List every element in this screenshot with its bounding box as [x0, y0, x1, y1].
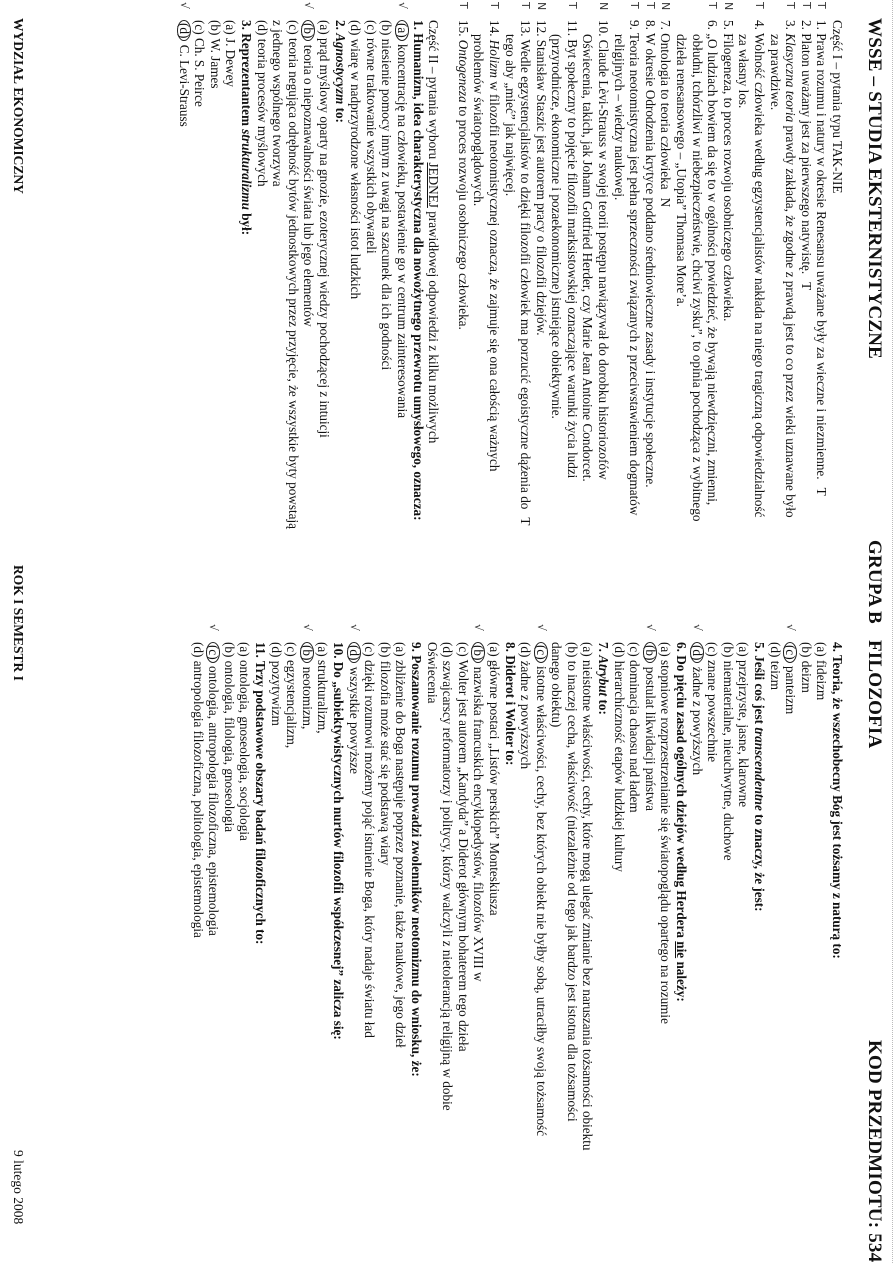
answer-option [705, 642, 721, 1252]
answer-key: (a) [317, 20, 332, 35]
mc-question [751, 642, 767, 1252]
answer-option [440, 642, 456, 1252]
mc-question [410, 20, 426, 630]
handwritten-mark: T [518, 517, 534, 526]
answer-text: niematerialne, nieuchwytne, duchowe [720, 657, 736, 861]
answer-option [486, 642, 502, 1252]
question-text: 8. Diderot i Wolter to: [502, 642, 518, 766]
tf-question [720, 2, 736, 630]
answer-key: (a) [736, 642, 752, 657]
handwritten-mark: T [814, 487, 830, 496]
answer-key: (c) [362, 642, 378, 657]
check-mark-icon: √ [302, 2, 316, 10]
answer-option [348, 20, 364, 630]
answer-text: postulat likwidacji państwa [642, 663, 658, 811]
answer-option [237, 642, 253, 1252]
answer-key: (c) [705, 642, 721, 657]
answer-key-circled: (c) [783, 642, 797, 663]
mc-question [330, 642, 346, 1252]
question-text-cont: tego aby „mieć” jak najwięcej. [502, 34, 518, 197]
question-text: 11. Trzy podstawowe obszary badań filozoficznych to: [253, 642, 269, 945]
answer-text: teoria procesów myślowych [254, 35, 270, 187]
part2-title [426, 20, 442, 630]
question-text: to znaczy, że jest: [752, 810, 768, 912]
check-mark-icon: √ [177, 2, 191, 10]
answer-option [221, 642, 237, 1252]
handwritten-mark: N [659, 2, 673, 11]
part2-title-post: prawidłowej odpowiedzi z kilku możliwych [426, 207, 442, 444]
handwritten-mark: T [456, 2, 470, 9]
handwritten-mark: T [798, 282, 814, 291]
question-emphasis: nie [674, 941, 690, 959]
handwritten-mark: T [784, 2, 798, 9]
tf-question [642, 2, 658, 630]
question-text: 11. Byt społeczny to pojęcie filozofii marksistowskiej oznaczające warunki życia ludzi [564, 20, 580, 479]
handwritten-mark: N [597, 2, 611, 11]
answer-key: (d) [767, 642, 783, 658]
question-text: był: [239, 209, 255, 236]
answer-option-selected [689, 624, 705, 1252]
answer-option [814, 642, 830, 1252]
tf-question [533, 2, 549, 630]
question-number: 6. Do pięciu zasad ogólnych dziejów według Herdera [674, 642, 690, 942]
answer-text: główne postaci „Listów perskich” Monteskiusza [486, 656, 502, 916]
check-mark-icon: √ [207, 624, 221, 632]
answer-text: J. Dewey [223, 34, 239, 88]
mc-question [408, 642, 424, 1252]
answer-text: teizm [767, 657, 783, 690]
answer-text: panteizm [783, 662, 799, 715]
question-number: 5. Jeśli coś jest [752, 642, 768, 728]
answer-key: (d) [254, 20, 270, 36]
answer-text: ontologia, gnoseologia, socjologia [237, 656, 253, 841]
answer-text: antropologia filozoficzna, politologia, epistemologia [190, 657, 206, 938]
answer-key: (c) [455, 642, 471, 657]
handwritten-mark: T [628, 2, 642, 9]
mc-question [829, 642, 845, 1252]
answer-text: nazwiska francuskich encyklopedystów, filozofów XVIII w [471, 663, 487, 982]
answer-option-selected [394, 2, 410, 630]
handwritten-mark: N [534, 2, 548, 11]
tf-question [814, 2, 830, 630]
question-text: 9. Poszanowanie rozumu prowadzi zwolenników neotomizmu do wniosku, że: [408, 642, 424, 1077]
question-text-cont: (przyrodnicze, ekonomiczne i pozaekonomiczne) istniejące obiektywnie. [549, 34, 565, 419]
tf-question [783, 2, 799, 630]
answer-text: filozofia może stać się podstawą wiary [377, 657, 393, 866]
answer-key: (b) [377, 642, 393, 658]
question-text: 7. Ontologia to teoria człowieka [658, 20, 674, 190]
answer-text: koncentrację na człowieku, postawienie go w centrum zainteresowania [394, 40, 410, 419]
question-number: 14. [486, 20, 502, 40]
answer-option [316, 20, 332, 630]
question-text: 6. „O ludziach bowiem da się to w ogólności powiedzieć, że bywają niewdzięczni, zmienni, [705, 20, 721, 506]
question-term: Klasyczna teoria [783, 33, 799, 123]
answer-key: (d) [268, 642, 284, 658]
mc-question [238, 20, 254, 630]
answer-key: (d) [190, 642, 206, 658]
answer-text-cont: Oświecenia [424, 642, 440, 704]
question-text: to: [596, 696, 612, 715]
answer-key: (a) [658, 642, 674, 657]
check-mark-icon: √ [300, 624, 314, 632]
footer-date: 9 lutego 2008 [11, 1150, 26, 1225]
check-mark-icon: √ [534, 624, 548, 632]
answer-option [580, 642, 596, 1252]
question-number: 15. [455, 20, 471, 40]
answer-key: (a) [393, 642, 409, 657]
answer-text: Ch. S. Peirce [192, 34, 208, 107]
left-column [176, 2, 845, 630]
question-text-cont: dzieła renesansowego – „Utopia” Thomasa More’a. [674, 34, 690, 307]
answer-option-selected [642, 624, 658, 1252]
answer-option-selected [346, 624, 362, 1252]
answer-option [455, 642, 471, 1252]
check-mark-icon: √ [784, 624, 798, 632]
header-course-code: KOD PRZEDMIOTU: 534 [864, 1040, 885, 1263]
handwritten-mark: N [721, 2, 735, 11]
answer-option [207, 20, 223, 630]
footer-faculty: WYDZIAŁ EKONOMICZNY [11, 18, 26, 194]
handwritten-mark: T [565, 2, 579, 9]
handwritten-mark: T [706, 2, 720, 9]
answer-option-selected [783, 624, 799, 1252]
question-term: transcendentne [752, 727, 768, 811]
mc-question [332, 20, 348, 630]
question-number: 2. [332, 20, 348, 34]
answer-option [518, 642, 534, 1252]
answer-key: (d) [611, 642, 627, 658]
tf-question [705, 2, 721, 630]
answer-text: to inaczej cecha, właściwość (niezależnie od tego jak bardzo jest istotna dla tożsamości [564, 657, 580, 1122]
answer-key: (a) [223, 20, 239, 35]
mc-question [596, 642, 612, 1252]
answer-text: prąd myślowy oparty na gnozie, ezoterycznej wiedzy pochodzącej z intuicji [317, 34, 332, 438]
answer-text: neotomizm, [299, 663, 315, 730]
answer-key: (c) [285, 20, 301, 35]
header-group: GRUPA B [864, 540, 885, 624]
answer-option [268, 642, 284, 1252]
answer-option [192, 20, 208, 630]
answer-text-cont: z jednego wspólnego tworzywa [270, 20, 286, 187]
question-text: prawdy zakłada, że zgodne z prawdą jest to co przez wieki uznawane było [783, 122, 799, 518]
answer-key: (b) [798, 642, 814, 658]
part2-title-emphasis: JEDNEJ [426, 162, 442, 208]
question-text: 4. Wolność człowieka według egzystencjalistów nakłada na niego tragiczną odpowiedzialność [752, 20, 768, 518]
tf-question [564, 2, 580, 630]
answer-key: (b) [564, 642, 580, 658]
handwritten-mark: T [643, 2, 657, 9]
question-text: 5. Filogeneza, to proces rozwoju osobniczego człowieka. [720, 20, 736, 322]
question-text: to proces rozwoju osobniczego człowieka. [455, 102, 471, 330]
answer-text: równe traktowanie wszystkich obywateli [363, 34, 379, 254]
question-term: Ontogeneza [455, 39, 471, 103]
question-text: 10. Claude Lèvi-Strauss w swojej teorii postępu nawiązywał do dorobku historiozofów [596, 20, 612, 480]
answer-text: egzystencjalizm, [284, 656, 300, 749]
answer-text: wszystkie powyższe [346, 663, 362, 774]
answer-key: (a) [814, 642, 830, 657]
answer-text: przejrzyste, jasne, klarowne [736, 656, 752, 808]
answer-option [564, 642, 580, 1252]
question-text-cont: za własny los. [736, 34, 752, 109]
answer-key: (b) [221, 642, 237, 658]
answer-key: (a) [237, 642, 253, 657]
answer-option-selected [533, 624, 549, 1252]
answer-option [363, 20, 379, 630]
answer-text: szwajcarscy reformatorzy i politycy, którzy walczyli z nietolerancją religijną w dobie [440, 657, 456, 1111]
answer-text: fideizm [814, 656, 830, 701]
answer-text: ontologia, antropologia filozoficzna, epistemologia [206, 662, 222, 936]
question-text: 1. Humanizm, idea charakterystyczna dla nowożytnego przewrotu umysłowego, oznacza: [410, 20, 426, 521]
answer-option [611, 642, 627, 1252]
answer-key-circled: (a) [395, 20, 409, 41]
question-text-cont: religijnych – wiedzy naukowej. [611, 34, 627, 201]
answer-key: (a) [315, 642, 331, 657]
question-text: w filozofii neotomistycznej oznacza, że zajmuje się ona całością ważnych [486, 77, 502, 472]
question-text: 13. Wedle egzystencjalistów to dzięki filozofii człowiek ma porzucić egoistyczne dążenia do [518, 20, 534, 510]
answer-text: teoria o niepoznawalności świata lub jego elementów [301, 41, 317, 327]
question-term: Agnostycyzm [332, 33, 348, 105]
answer-option-selected [299, 624, 315, 1252]
answer-option [315, 642, 331, 1252]
tf-question [596, 2, 612, 630]
answer-text: dominacja chaosu nad ładem [627, 656, 643, 813]
tf-question [486, 2, 502, 630]
question-text: 12. Stanisław Staszic jest autorem pracy o filozofii dziejów. [533, 20, 549, 336]
question-text: 4. Teoria, że wszechobecny Bóg jest tożsamy z naturą to: [830, 642, 845, 959]
answer-option [627, 642, 643, 1252]
question-text: 8. W okresie Odrodzenia krytyce poddano średniowieczne zasady i instytucje społeczne. [642, 20, 658, 488]
answer-key-circled: (c) [534, 642, 548, 663]
answer-key-circled: (d) [177, 20, 191, 41]
answer-option-selected [176, 2, 192, 630]
answer-key-circled: (d) [347, 642, 361, 663]
answer-key: (b) [379, 20, 395, 36]
header-school: WSSE – STUDIA EKSTERNISTYCZNE [864, 18, 885, 360]
answer-key: (c) [627, 642, 643, 657]
answer-option-selected [471, 624, 487, 1252]
answer-text: stopniowe rozprzestrzenianie się światopoglądu opartego na rozumie [658, 656, 674, 1024]
mc-question [673, 642, 689, 1252]
answer-option [362, 642, 378, 1252]
answer-option [377, 642, 393, 1252]
answer-key: (a) [580, 642, 596, 657]
answer-key-circled: (c) [206, 642, 220, 663]
answer-option [658, 642, 674, 1252]
answer-option [379, 20, 395, 630]
answer-key: (a) [486, 642, 502, 657]
answer-option [767, 642, 783, 1252]
answer-option-selected [301, 2, 317, 630]
question-text-cont: obłudni, tchórzliwi w niebezpieczeństwie, chciwi zysku”, to opinia pochodząca z wybitnego [689, 34, 705, 522]
answer-option-selected [206, 624, 222, 1252]
answer-option [223, 20, 239, 630]
answer-key-circled: (b) [300, 642, 314, 663]
question-number: 3. [783, 20, 799, 34]
header-subject: FILOZOFIA [864, 640, 885, 749]
answer-text: teoria negująca odrębność bytów jednostkowych przez przyjęcie, że wszystkie byty powstają [285, 34, 301, 529]
handwritten-mark: T [519, 2, 533, 9]
handwritten-mark: T [753, 2, 767, 9]
answer-key-circled: (b) [301, 20, 315, 41]
tf-question [518, 2, 534, 630]
answer-key: (c) [284, 642, 300, 657]
answer-text: Wolter jest autorem „Kandyda” a Diderot głównym bohaterem tego dzieła [455, 656, 471, 1052]
answer-key-circled: (b) [471, 642, 485, 663]
footer-year-semester: ROK I SEMESTR I [11, 565, 26, 681]
answer-option [190, 642, 206, 1252]
part1-title: Część I – pytania typu TAK-NIE [830, 20, 845, 194]
answer-text: znane powszechnie [705, 656, 721, 763]
answer-key: (c) [192, 20, 208, 35]
question-text: 2. Platon uważany jest za pierwszego natywistę. [798, 20, 814, 275]
mc-question [252, 642, 268, 1252]
question-text: 1. Prawa rozumu i natury w okresie Renesansu uważane były za wieczne i niezmienne. [814, 20, 830, 480]
handwritten-mark: T [487, 2, 501, 9]
answer-text: nieistotne właściwości, cechy, które mogą ulegać zmianie bez naruszania tożsamości obiektu [580, 656, 596, 1151]
answer-option [285, 20, 301, 630]
question-text-cont: za prawdziwe. [767, 34, 783, 111]
right-column [190, 624, 845, 1252]
question-term: Atrybut [596, 655, 612, 697]
answer-key: (c) [363, 20, 379, 35]
answer-text-cont: danego obiektu) [549, 642, 565, 728]
question-text-cont: Oświecenia, takich, jak Johann Gottfried Herder, czy Marie Jean Antoine Condorcet. [580, 34, 596, 482]
handwritten-mark: T [815, 2, 829, 9]
question-number: 3. Reprezentantem [239, 20, 255, 130]
mc-question [502, 642, 518, 1252]
answer-text: deizm [798, 657, 814, 693]
answer-text: W. James [207, 35, 223, 89]
tf-question [798, 2, 814, 630]
answer-key-circled: (d) [690, 642, 704, 663]
question-term: Holizm [486, 39, 502, 78]
answer-key-circled: (b) [643, 642, 657, 663]
check-mark-icon: √ [347, 624, 361, 632]
answer-option [254, 20, 270, 630]
answer-text: wiarę w nadprzyrodzone własności istot ludzkich [348, 35, 364, 300]
part2-title-pre: Część II – pytania wyboru [426, 20, 442, 163]
answer-option [798, 642, 814, 1252]
tf-question [627, 2, 643, 630]
question-text: 10. Do „subiektywistycznych nurtów filozofii współczesnej” zalicza się: [331, 642, 346, 1040]
answer-option [736, 642, 752, 1252]
question-number: 7. [596, 642, 612, 656]
handwritten-mark: T [799, 2, 813, 9]
answer-text: istotne właściwości, cechy, bez których obiekt nie byłby sobą, utraciłby swoją tożsamość [533, 662, 549, 1137]
check-mark-icon: √ [690, 624, 704, 632]
check-mark-icon: √ [643, 624, 657, 632]
tf-question [751, 2, 768, 630]
spacer [441, 20, 455, 630]
answer-option [720, 642, 736, 1252]
tf-question [658, 2, 674, 630]
question-term: strukturalizmu [239, 129, 255, 210]
answer-key: (d) [440, 642, 456, 658]
question-text: 9. Teoria neotomistyczna jest pełna sprzeczności związanych z przeciwstawieniem dogmatów [627, 20, 643, 516]
answer-text: strukturalizm, [315, 656, 331, 734]
answer-option [284, 642, 300, 1252]
check-mark-icon: √ [395, 2, 409, 10]
answer-text: hierarchiczność etapów ludzkiej kultury [611, 657, 627, 872]
answer-key: (d) [518, 642, 534, 658]
answer-text: ontologia, filologia, gnoseologia [221, 657, 237, 833]
question-text: to: [332, 104, 348, 123]
answer-text: żadne z powyższych [689, 663, 705, 776]
check-mark-icon: √ [472, 624, 486, 632]
answer-key: (b) [207, 20, 223, 36]
handwritten-mark: N [658, 197, 674, 208]
answer-key: (b) [720, 642, 736, 658]
answer-text: zbliżenie do Boga następuje poprzez poznanie, także naukowe, jego dzieł [393, 656, 409, 1048]
answer-text: niesienie pomocy innym z uwagi na szacunek dla ich godności [379, 35, 395, 371]
question-text-cont: problemów światopoglądowych. [471, 34, 487, 207]
answer-text: żadne z powyższych [518, 657, 534, 770]
tf-question [455, 2, 471, 630]
answer-option [393, 642, 409, 1252]
answer-text: pozytywizm [268, 657, 284, 726]
answer-text: dzięki rozumowi możemy pojąć istnienie Boga, który nadaje światu ład [362, 656, 378, 1038]
question-text: należy: [674, 958, 690, 1002]
answer-text: C. Levi-Strauss [176, 41, 192, 127]
answer-key: (d) [348, 20, 364, 36]
